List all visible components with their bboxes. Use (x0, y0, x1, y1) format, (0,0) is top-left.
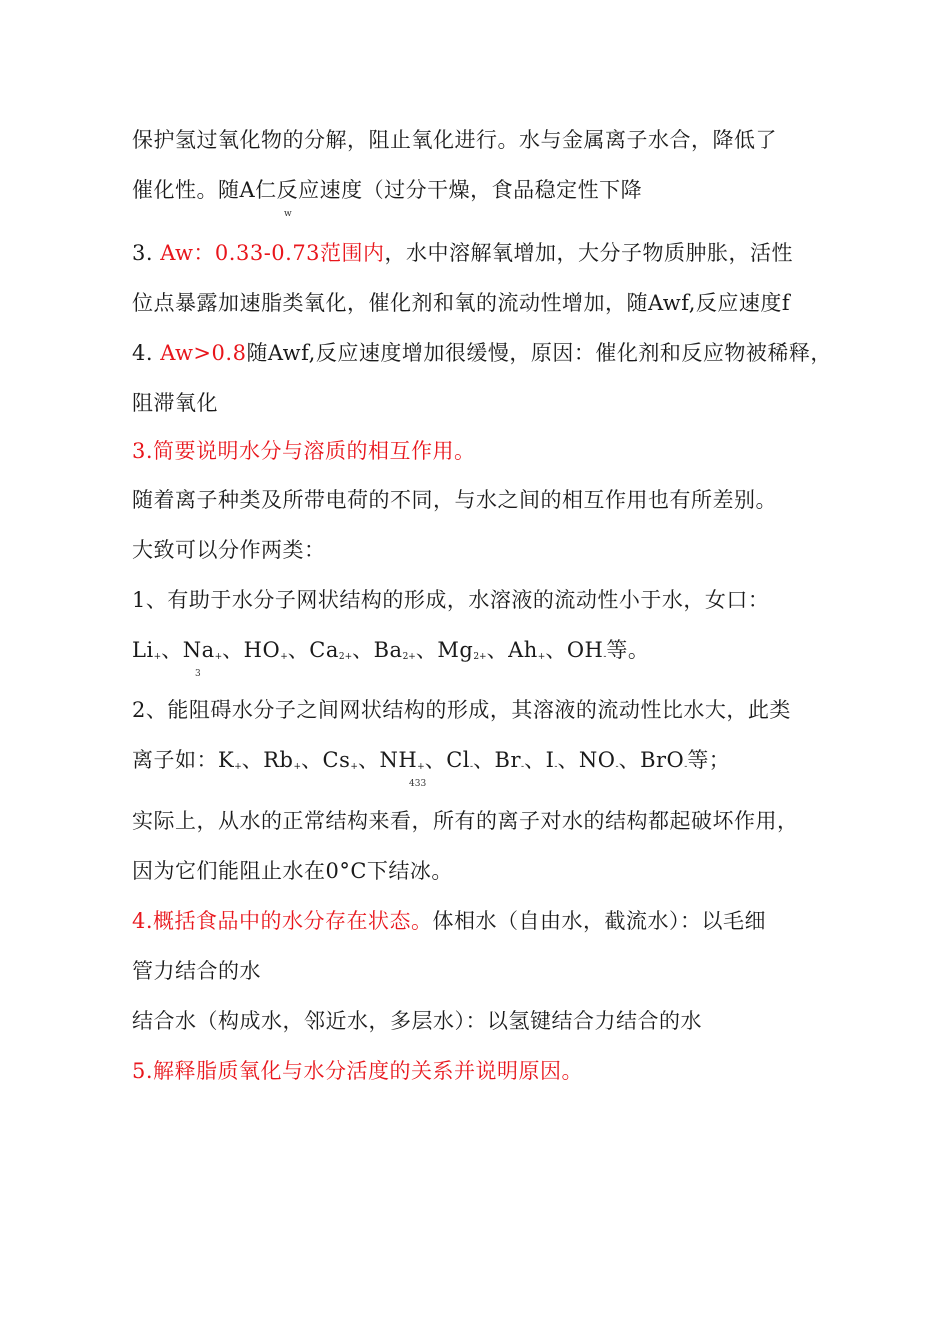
ion-rb: 、Rb (241, 748, 294, 772)
list-end: 等； (687, 748, 731, 772)
question-heading-5: 5.解释脂质氧化与水分活度的关系并说明原因。 (132, 1059, 584, 1083)
subscript-w: w (284, 209, 292, 219)
paragraph-line-18: 结合水（构成水，邻近水，多层水）：以氢键结合力结合的水 (132, 1009, 702, 1033)
ion-list-1 (132, 637, 649, 670)
list-number: 4. (132, 341, 154, 365)
question-heading-4 (132, 908, 766, 934)
answer-text: 体相水（自由水，截流水）：以毛细 (432, 909, 767, 933)
ion-ba: 、Ba (352, 638, 403, 662)
highlight-aw-high: Aw>0.8 (160, 341, 247, 365)
ion-k: 离子如：K (132, 748, 235, 772)
ion-br: 、Br (473, 748, 522, 772)
paragraph-line-12: 2、能阻碍水分子之间网状结构的形成，其溶液的流动性比水大，此类 (132, 698, 791, 722)
paragraph-line-10: 1、有助于水分子网状结构的形成，水溶液的流动性小于水，女口： (132, 588, 770, 612)
list-end: 等。 (606, 638, 650, 662)
ion-charge: + (537, 652, 546, 662)
ion-charge: - (554, 762, 558, 772)
ion-charge: + (350, 762, 358, 772)
ion-ca: 、Ca (287, 638, 339, 662)
ion-mg: 、Mg (415, 638, 474, 662)
paragraph-line-1: 保护氢过氧化物的分解，阻止氧化进行。水与金属离子水合，降低了 (132, 128, 777, 152)
ion-li: Li (132, 638, 154, 662)
ion-charge: - (615, 762, 619, 772)
ion-charge: - (684, 762, 688, 772)
ion-charge: + (417, 762, 425, 772)
ion-oh: 、OH (545, 638, 604, 662)
ion-charge: - (603, 652, 607, 662)
list-item-text: ，水中溶解氧增加，大分子物质肿胀，活性 (384, 241, 794, 265)
ion-charge: + (293, 762, 302, 772)
ion-charge: + (153, 652, 162, 662)
highlight-aw-range: Aw：0.33-0.73范围内 (160, 241, 385, 265)
ion-cs: 、Cs (301, 748, 351, 772)
question-heading-3: 3.简要说明水分与溶质的相互作用。 (132, 439, 476, 463)
question-title: 4.概括食品中的水分存在状态。 (132, 909, 433, 933)
list-number: 3. (132, 241, 154, 265)
paragraph-line-14: 实际上，从水的正常结构来看，所有的离子对水的结构都起破坏作用， (132, 809, 799, 833)
ion-charge: + (280, 652, 288, 662)
list-item-4 (132, 340, 832, 366)
paragraph-line-17: 管力结合的水 (132, 959, 261, 983)
paragraph-line-15: 因为它们能阻止水在0°C下结冰。 (132, 859, 453, 883)
ion-charge: 2+ (402, 652, 416, 662)
ion-charge: 2+ (338, 652, 353, 662)
ion-cl: 、Cl (424, 748, 471, 772)
ion-charge: - (521, 762, 525, 772)
paragraph-line-6: 阻滞氧化 (132, 391, 218, 415)
ion-charge: + (234, 762, 242, 772)
ion-ho: 、HO (222, 638, 281, 662)
ion-no: 、NO (557, 748, 616, 772)
paragraph-line-2: 催化性。随A仁反应速度（过分干燥，食品稳定性下降 (132, 178, 643, 202)
list-item-3 (132, 240, 793, 266)
ion-bro: 、BrO (618, 748, 685, 772)
ion-charge: - (470, 762, 474, 772)
subscript-3: 3 (195, 669, 201, 679)
ion-na: 、Na (161, 638, 215, 662)
ion-ah: 、Ah (486, 638, 538, 662)
list-item-text: 随Awf,反应速度增加很缓慢，原因：催化剂和反应物被稀释， (246, 341, 832, 365)
ion-nh: 、NH (357, 748, 418, 772)
ion-list-2 (132, 747, 730, 780)
ion-i: 、I (524, 748, 555, 772)
paragraph-line-4: 位点暴露加速脂类氧化，催化剂和氧的流动性增加，随Awf,反应速度f (132, 291, 791, 315)
paragraph-line-9: 大致可以分作两类： (132, 538, 326, 562)
subscript-433: 433 (409, 779, 427, 789)
ion-charge: 2+ (473, 652, 487, 662)
paragraph-line-8: 随着离子种类及所带电荷的不同，与水之间的相互作用也有所差别。 (132, 488, 777, 512)
ion-charge: + (214, 652, 223, 662)
